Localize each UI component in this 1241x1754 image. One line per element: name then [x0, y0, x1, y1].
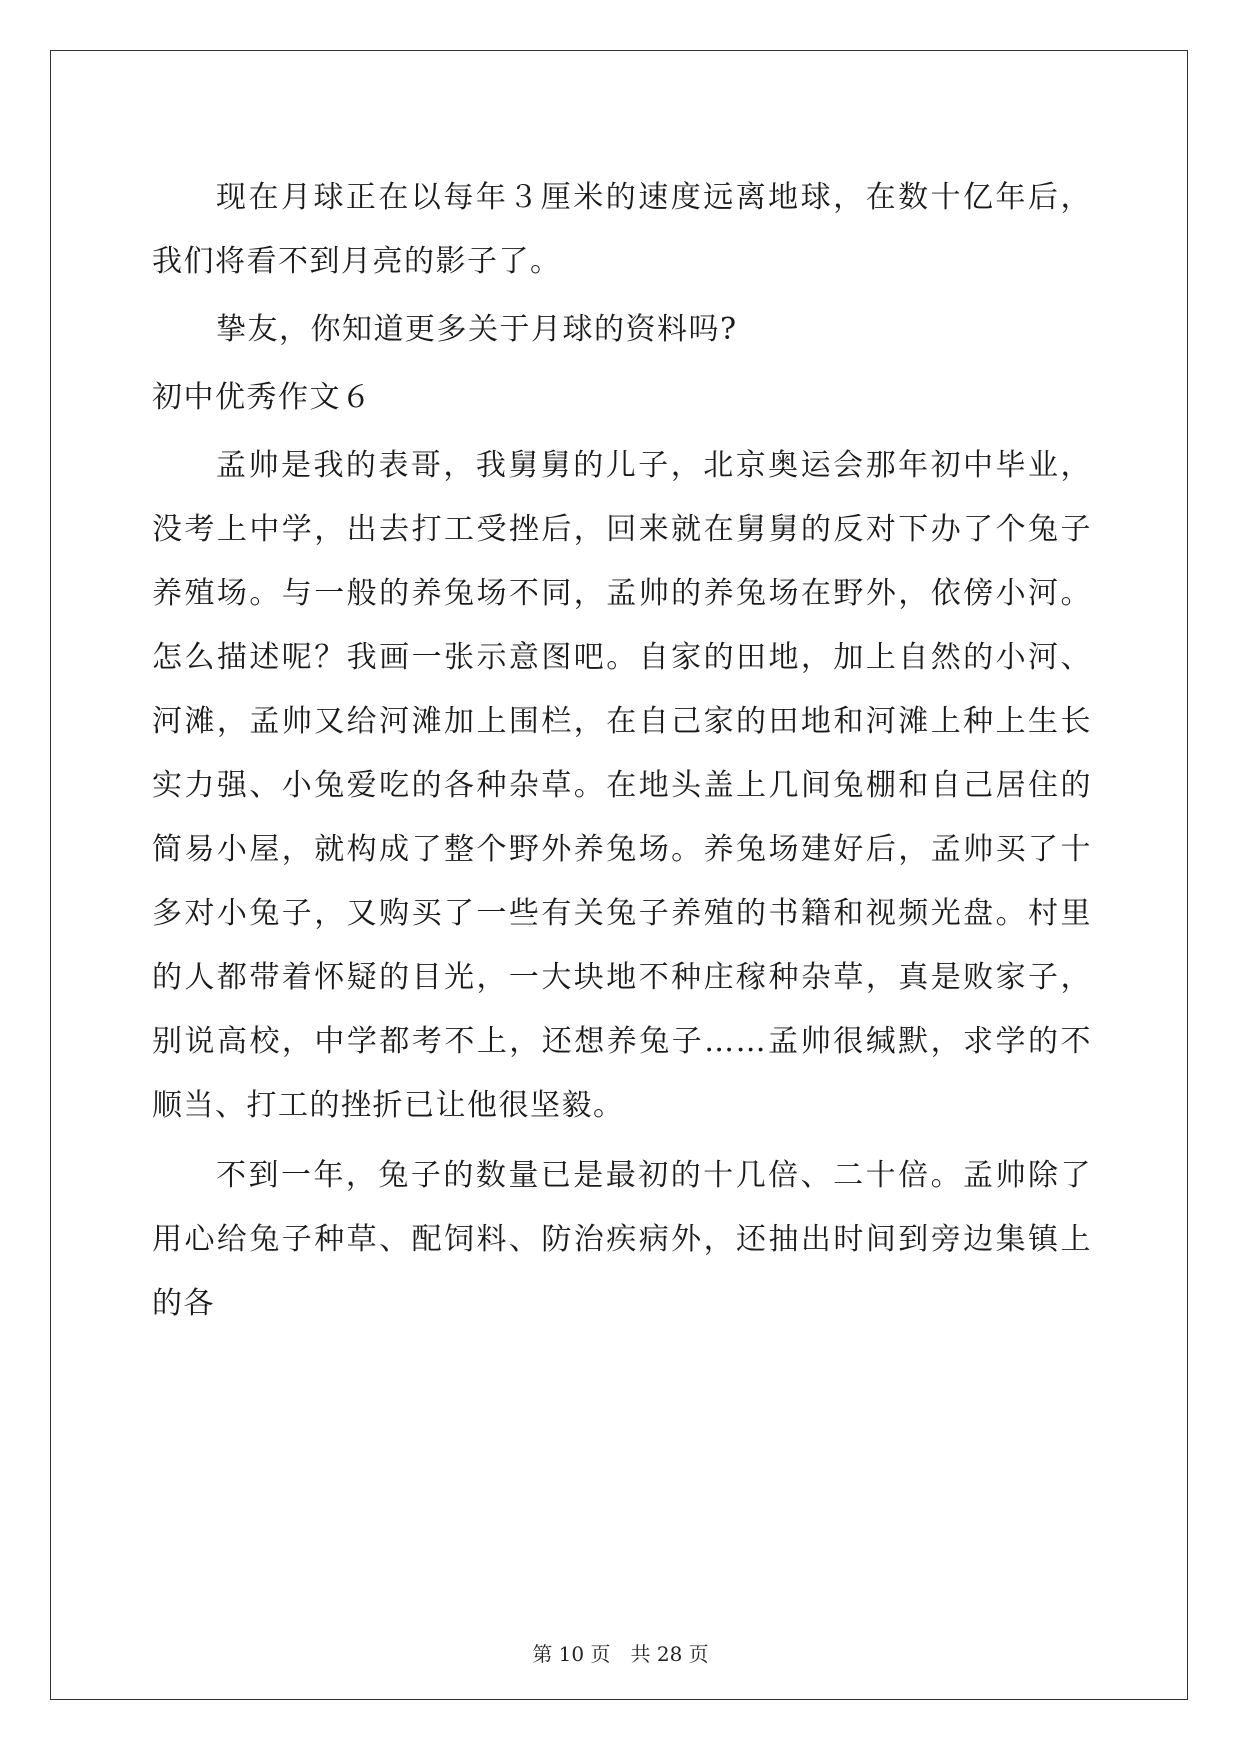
page-number: 第 10 页 共 28 页 — [532, 1642, 709, 1666]
paragraph-mengshuai-farm: 孟帅是我的表哥，我舅舅的儿子，北京奥运会那年初中毕业，没考上中学，出去打工受挫后，回来就在舅舅的反对下办了个兔子养殖场。与一般的养兔场不同，孟帅的养兔场在野外，依傍小河。怎么描述呢？我画一张示意图吧。自家的田地，加上自然的小河、河滩，孟帅又给河滩加上围栏，在自己家的田地和河滩上种上生长实力强、小兔爱吃的各种杂草。在地头盖上几间兔棚和自己居住的简易小屋，就构成了整个野外养兔场。养兔场建好后，孟帅买了十多对小兔子，又购买了一些有关兔子养殖的书籍和视频光盘。村里的人都带着怀疑的目光，一大块地不种庄稼种杂草，真是败家子，别说高校，中学都考不上，还想养兔子……孟帅很缄默，求学的不顺当、打工的挫折已让他很坚毅。 — [152, 448, 1092, 1123]
paragraph-rabbit-growth: 不到一年，兔子的数量已是最初的十几倍、二十倍。孟帅除了用心给兔子种草、配饲料、防治疾病外，还抽出时间到旁边集镇上的各 — [152, 1158, 1092, 1321]
paragraph-moon-distance: 现在月球正在以每年３厘米的速度远离地球，在数十亿年后，我们将看不到月亮的影子了。 — [152, 180, 1092, 279]
document-body — [152, 166, 1092, 1336]
section-heading: 初中优秀作文６ — [152, 380, 373, 415]
paragraph-moon-question: 挚友，你知道更多关于月球的资料吗? — [216, 312, 738, 347]
